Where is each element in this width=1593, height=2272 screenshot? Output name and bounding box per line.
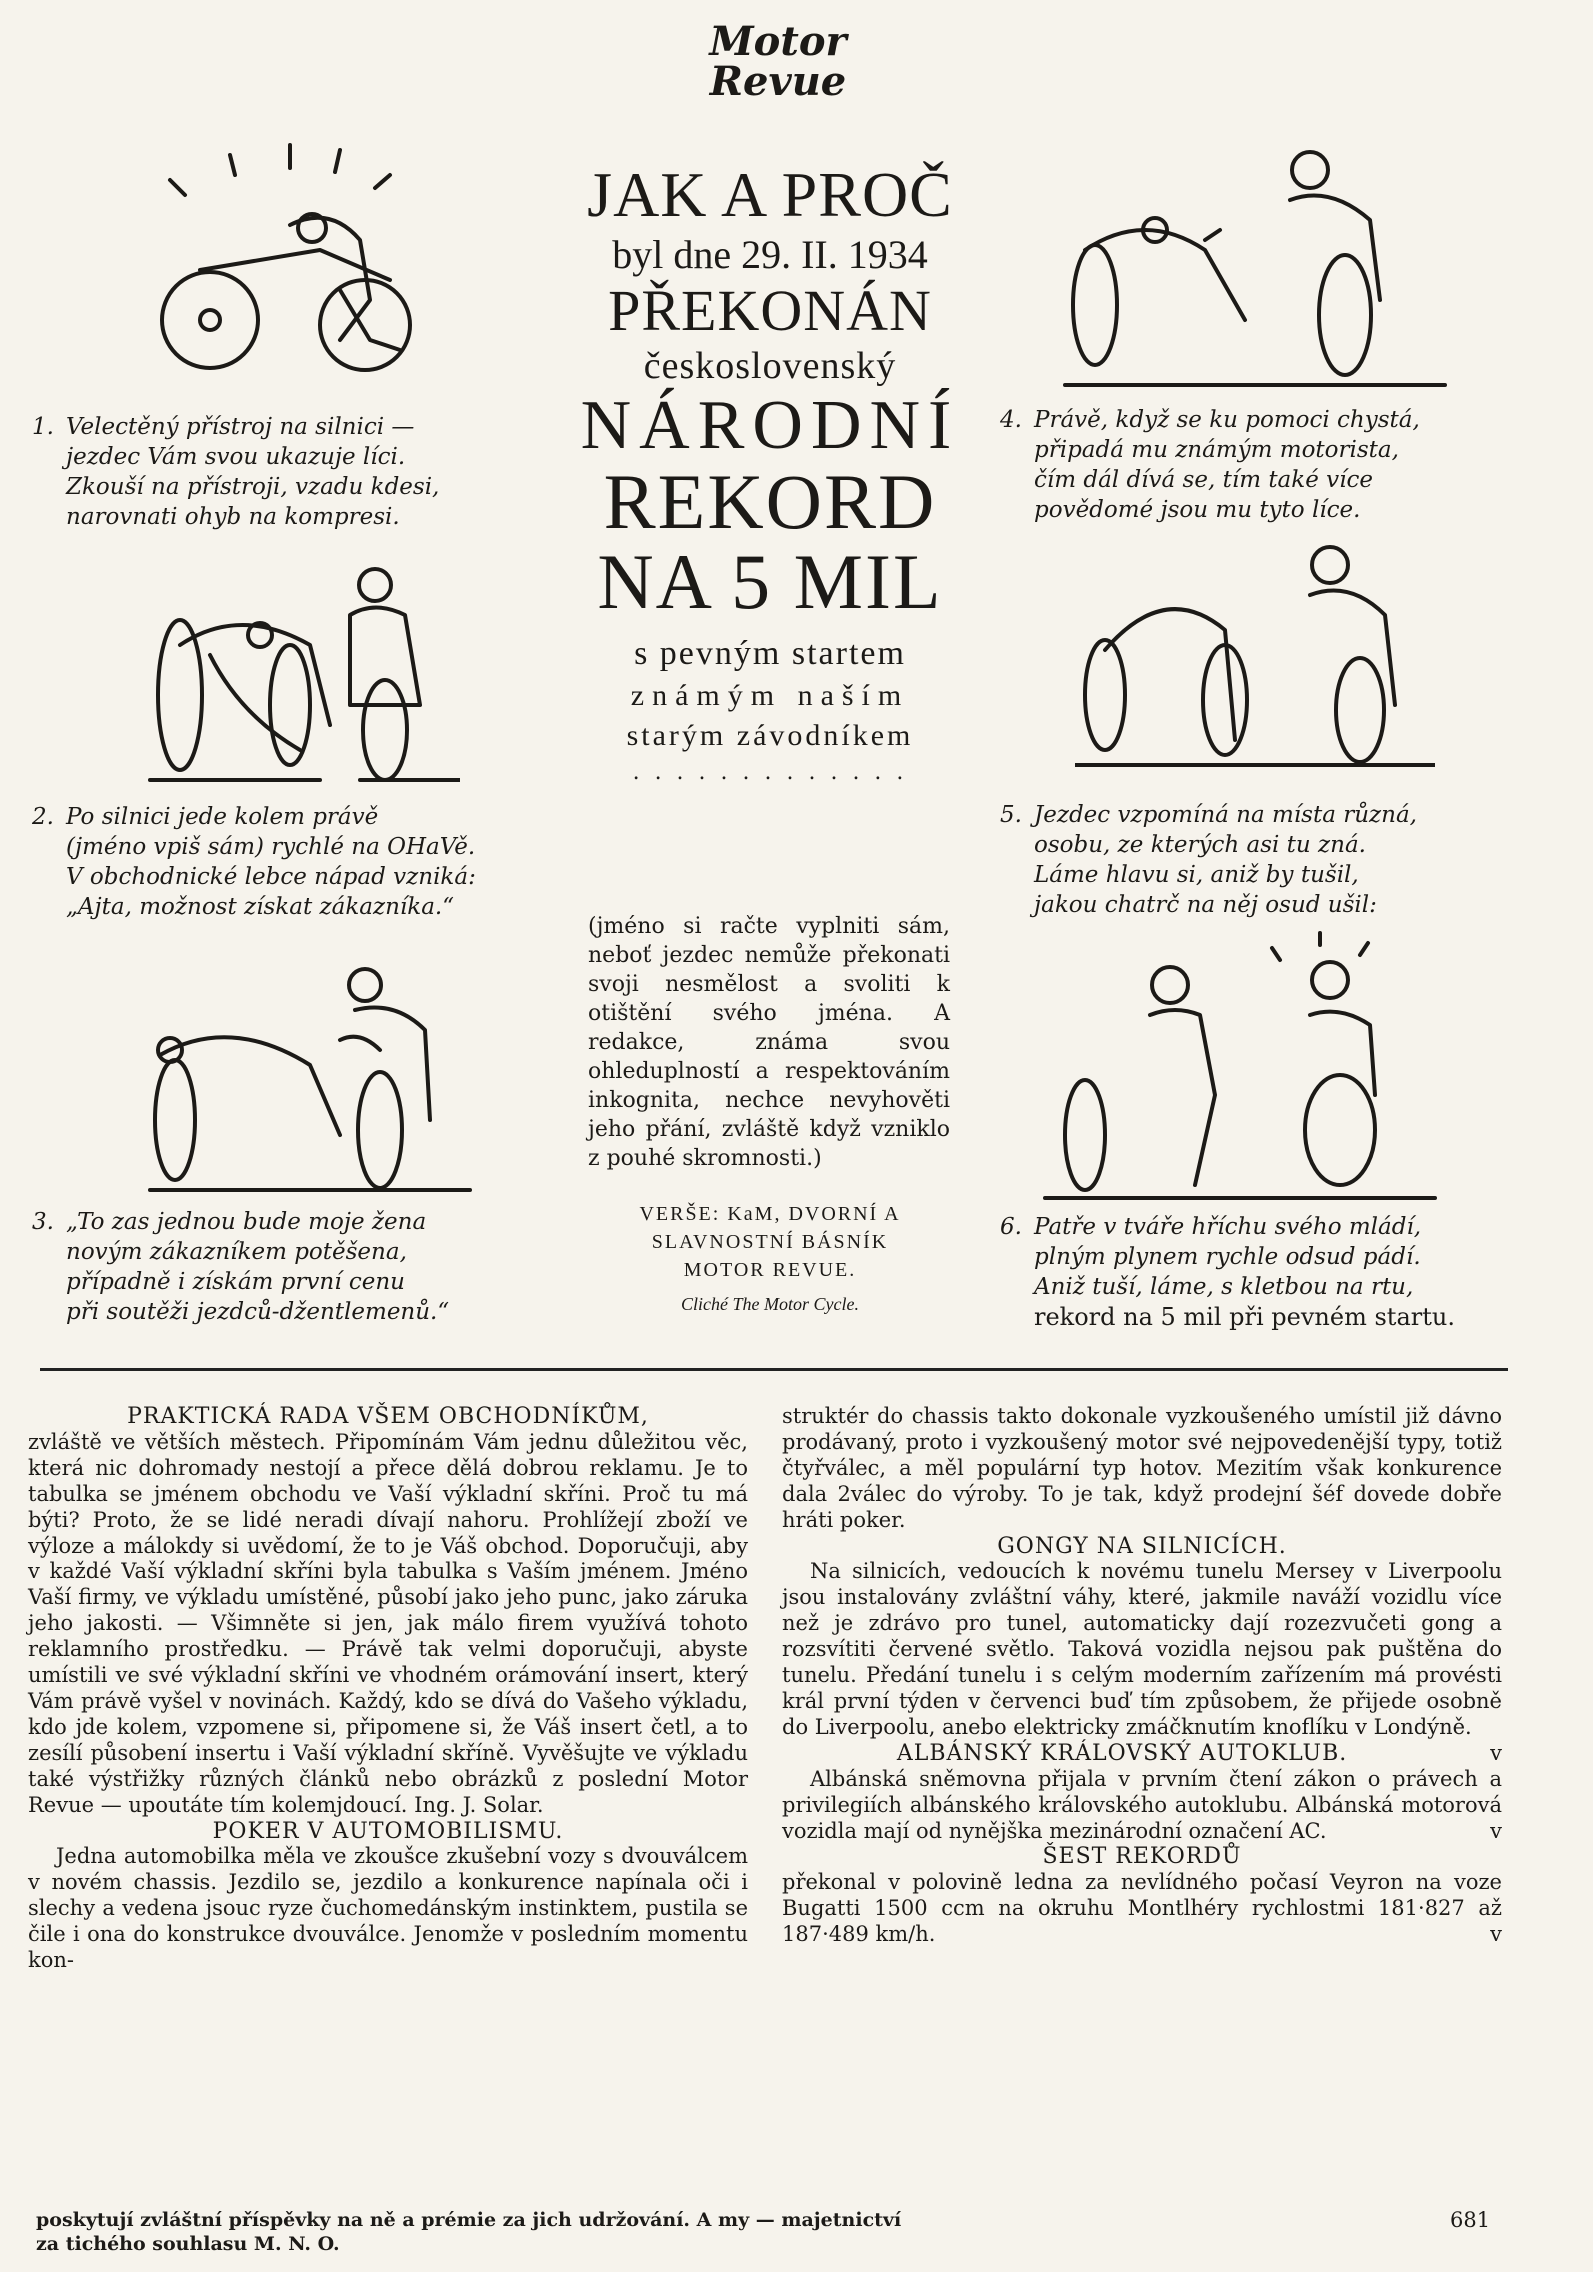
footer-text (36, 2208, 1236, 2256)
caption-line: plným plynem rychle odsud pádí. (1034, 1244, 1421, 1270)
caption-line: V obchodnické lebce nápad vzniká: (66, 864, 476, 890)
cartoon-panel-1 (140, 140, 440, 385)
headline-line9: známým naším (630, 679, 910, 712)
caption-line: připadá mu známým motorista, (1034, 437, 1399, 463)
verse-line2: SLAVNOSTNÍ BÁSNÍK (651, 1231, 889, 1253)
caption-line: Láme hlavu si, aniž by tušil, (1034, 862, 1359, 888)
headline-line5: NÁRODNÍ (580, 387, 960, 464)
caption-line: „To zas jednou bude moje žena (66, 1209, 427, 1235)
caption-6 (1000, 1212, 1530, 1332)
logo-line2: Revue (709, 58, 847, 105)
headline-line3: PŘEKONÁN (608, 278, 932, 343)
article-gongy-head: GONGY NA SILNICÍCH. (997, 1533, 1287, 1559)
caption-line: Velectěný přístroj na silnici — (66, 414, 415, 440)
caption-line: „Ajta, možnost získat zákazníka.“ (66, 894, 454, 920)
logo-line1: Motor (709, 18, 847, 65)
caption-line: Patře v tváře hříchu svého mládí, (1034, 1214, 1422, 1240)
article-poker-head: POKER V AUTOMOBILISMU. (212, 1818, 564, 1844)
gongy-text: Na silnicích, vedoucích k novému tunelu Mersey v Liverpoolu jsou instalovány zvláštní váhy, které, jakmile naváží vozidlu více než je zdrávo pro tunel, automaticky dají rozezvučeti gong a rozsvítiti červené světlo. Taková vozidla nejsou pak puštěna do tunelu. Předání tunelu i s celým moderním zařízením má provésti král první týden v červenci buď tím způsobem, že přijede osobně do Liverpoolu, anebo elektricky zmáčknutím knoflíku v Londýně. (782, 1559, 1502, 1739)
caption-3 (32, 1207, 552, 1327)
article-sest-head: ŠEST REKORDŮ (1042, 1844, 1242, 1870)
article-praktická-body: zvláště ve větších městech. Připomínám Vám jednu důležitou věc, která nic dohromady nestojí a přece dělá dobrou reklamu. Je to tabulka se jménem obchodu ve Vaší výkladní skříni. Proč tu má býti? Proto, že se lidé neradi dívají nahoru. Prohlížejí zboží ve výloze a málokdy si uvědomí, že to je Váš obchod. Doporučuji, aby v každé Vaší výkladní skříni byla tabulka s Vaším jménem. Jméno Vaší firmy, ve výkladu umístěné, působí jako jeho punc, jako záruka jeho jakosti. — Všimněte si jen, jak málo firem využívá tohoto reklamního prostředku. — Právě tak velmi doporučuji, abyste umístili ve své výkladní skříni ve vhodném orámování insert, který Vám právě vyšel v novinách. Každý, kdo se dívá do Vašeho výkladu, kdo jde kolem, vzpomene si, připomene si, že Váš insert četl, a to zesílí působení insertu i Vaší výkladní skříně. Vyvěšujte ve výkladu také výstřižky různých článků nebo obrázků z poslední Motor Revue — upoutáte tím kolemjdoucí. Ing. J. Solar. (28, 1429, 748, 1817)
headline-line4: československý (643, 345, 897, 387)
caption-number: 1. (32, 414, 54, 440)
caption-line: případně i získám první cenu (66, 1269, 405, 1295)
article-column-left (28, 1404, 748, 1974)
cartoon-panel-6 (1040, 930, 1440, 1205)
cartoon-panel-2 (140, 555, 460, 785)
motor-revue-logo (688, 18, 868, 105)
alb-text: Albánská sněmovna přijala v prvním čtení zákon o právech a privilegiích albánského královského autoklubu. Albánská motorová vozidla mají od nynějška mezinárodní označení AC. (782, 1766, 1502, 1843)
caption-line: jezdec Vám svou ukazuje líci. (66, 444, 406, 470)
footer-line2: za tichého souhlasu M. N. O. (36, 2233, 340, 2255)
caption-line: rekord na 5 mil při pevném startu. (1034, 1303, 1455, 1331)
caption-2 (32, 802, 552, 922)
caption-line: Po silnici jede kolem právě (66, 804, 379, 830)
cartoon-panel-3 (140, 955, 480, 1195)
fill-in-dots: . . . . . . . . . . . . . (632, 760, 908, 785)
article-alb-head: ALBÁNSKÝ KRÁLOVSKÝ AUTOKLUB. (896, 1740, 1348, 1766)
caption-line: narovnati ohyb na kompresi. (66, 504, 400, 530)
caption-line: Právě, když se ku pomoci chystá, (1034, 407, 1420, 433)
article-praktická-head: PRAKTICKÁ RADA VŠEM OBCHODNÍKŮM, (127, 1404, 649, 1429)
headline-line7: NA 5 MIL (597, 538, 943, 625)
headline-line10: starým závodníkem (626, 719, 914, 752)
headline-line2: byl dne 29. II. 1934 (612, 232, 928, 277)
cartoon-panel-5 (1075, 540, 1435, 770)
caption-5 (1000, 800, 1520, 920)
caption-line: Zkouší na přístroji, vzadu kdesi, (66, 474, 440, 500)
article-alb-body (782, 1767, 1502, 1845)
verse-credit (590, 1200, 950, 1318)
cartoon-panel-4 (1055, 140, 1455, 390)
caption-line: povědomé jsou mu tyto líce. (1034, 497, 1361, 523)
caption-line: osobu, ze kterých asi tu zná. (1034, 832, 1366, 858)
caption-number: 3. (32, 1209, 54, 1235)
page-number: 681 (1450, 2208, 1491, 2232)
article-poker-body: Jedna automobilka měla ve zkoušce zkušební vozy s dvouválcem v novém chassis. Jezdilo se, jezdilo a konkurence napínala oči i slechy a vedena jsouc ryze čuchomedánským instinktem, pustila se čile i ona do konstrukce dvouválce. Jenomže v posledním momentu kon- (28, 1844, 748, 1973)
article-poker-cont: struktér do chassis takto dokonale vyzkoušeného umístil již dávno prodávaný, proto i vyzkoušený motor své nejpovedenější typy, totiž čtyřválec, a měl populární typ hotov. Mezitím však konkurence dala 2válec do výroby. To je tak, když prodejní šéf dovede dobře hráti poker. (782, 1404, 1502, 1532)
caption-line: novým zákazníkem potěšena, (66, 1239, 407, 1265)
alb-signature: v (1490, 1818, 1502, 1843)
caption-line: při soutěži jezdců-džentlemenů.“ (66, 1299, 450, 1325)
caption-number: 6. (1000, 1214, 1022, 1240)
sest-signature: v (1490, 1922, 1502, 1947)
headline-line6: REKORD (603, 458, 937, 545)
caption-number: 2. (32, 804, 54, 830)
caption-line: jakou chatrč na něj osud ušil: (1034, 892, 1377, 918)
caption-4 (1000, 405, 1520, 525)
headline-line1: JAK A PROČ (587, 159, 953, 230)
caption-number: 5. (1000, 802, 1022, 828)
gongy-signature: v (1490, 1740, 1502, 1765)
sest-text: překonal v polovině ledna za nevlídného počasí Veyron na voze Bugatti 1500 ccm na okruhu Montlhéry rychlostmi 181·827 až 187·489 km/h. (782, 1870, 1502, 1947)
verse-line1: VERŠE: KaM, DVORNÍ A (639, 1203, 901, 1225)
caption-line: (jméno vpiš sám) rychlé na OHaVě. (66, 834, 476, 860)
article-sest-body (782, 1870, 1502, 1948)
horizontal-rule (40, 1368, 1508, 1371)
caption-line: čím dál dívá se, tím také více (1034, 467, 1373, 493)
caption-line: Aniž tuší, láme, s kletbou na rtu, (1034, 1274, 1414, 1300)
verse-line3: MOTOR REVUE. (683, 1259, 857, 1281)
caption-line: Jezdec vzpomíná na místa různá, (1034, 802, 1417, 828)
footer-line1: poskytují zvláštní příspěvky na ně a prémie za jich udržování. A my — majetnictví (36, 2209, 902, 2231)
headline-line8: s pevným startem (634, 635, 906, 672)
note-paragraph: (jméno si račte vyplniti sám, neboť jezdec nemůže překonati svoji nesmělost a svoliti k otištění svého jména. A redakce, známa svou ohleduplností a respektováním inkognita, nechce nevyhověti jeho přání, zvláště když vzniklo z pouhé skromnosti.) (588, 914, 950, 1171)
article-column-right (782, 1404, 1502, 1948)
cliche-credit: Cliché The Motor Cycle. (681, 1294, 859, 1314)
caption-1 (32, 412, 492, 532)
caption-number: 4. (1000, 407, 1022, 433)
headline-block (580, 160, 960, 785)
